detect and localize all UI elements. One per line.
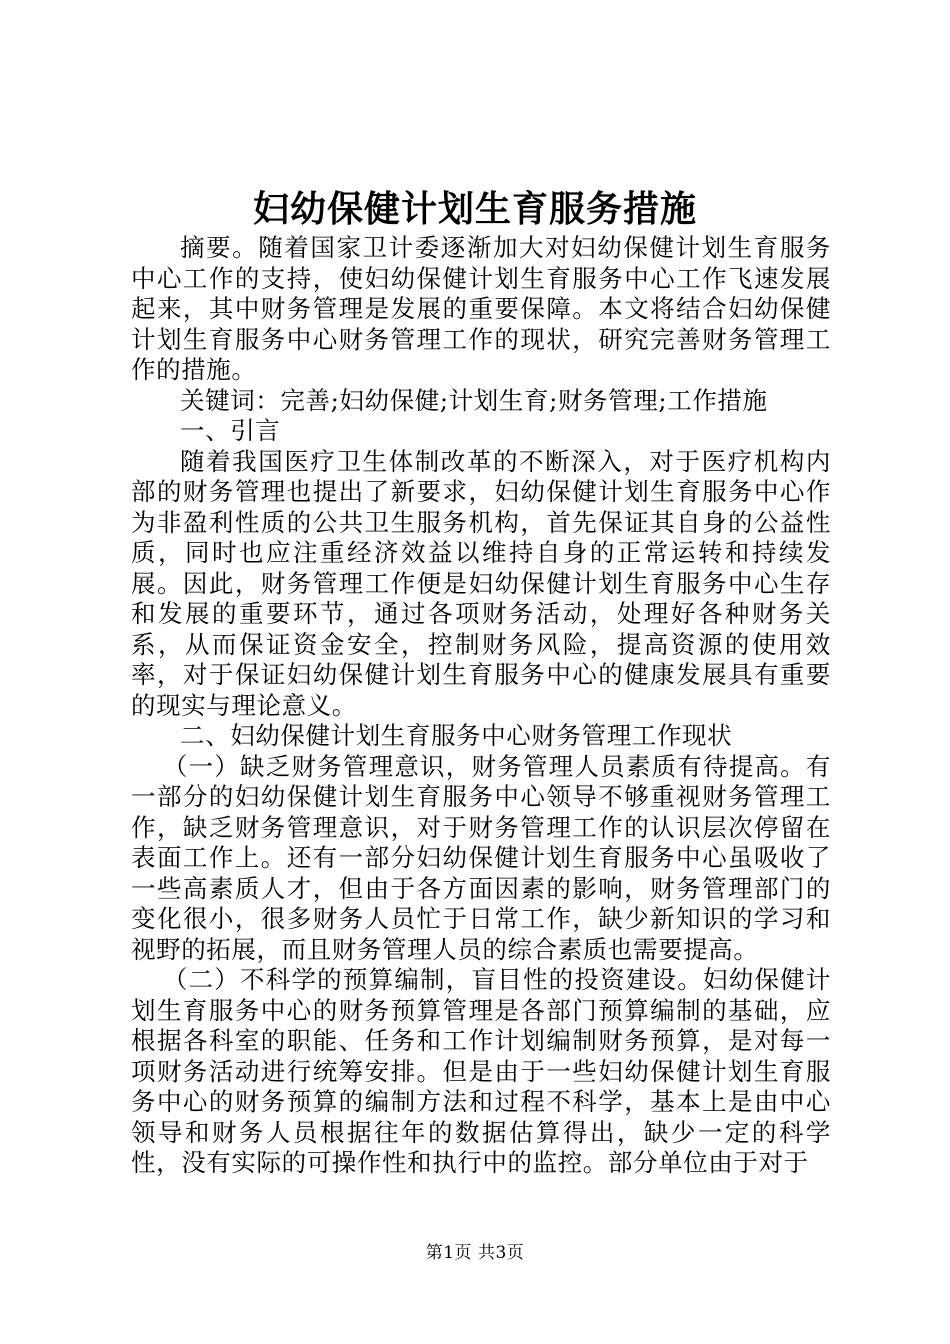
status-paragraph-1: （一）缺乏财务管理意识，财务管理人员素质有待提高。有一部分的妇幼保健计划生育服务中心领导不够重视财务管理工作，缺乏财务管理意识，对于财务管理工作的认识层次停留在表面工作上。还有一部分妇幼保健计划生育服务中心虽吸收了一些高素质人才，但由于各方面因素的影响，财务管理部门的变化很小，很多财务人员忙于日常工作，缺少新知识的学习和视野的拓展，而且财务管理人员的综合素质也需要提高。 — [131, 751, 831, 964]
keywords-paragraph: 关键词：完善;妇幼保健;计划生育;财务管理;工作措施 — [180, 385, 768, 415]
section-heading-status: 二、妇幼保健计划生育服务中心财务管理工作现状 — [180, 721, 733, 750]
abstract-paragraph: 摘要。随着国家卫计委逐渐加大对妇幼保健计划生育服务中心工作的支持，使妇幼保健计划生育服务中心工作飞速发展起来，其中财务管理是发展的重要保障。本文将结合妇幼保健计划生育服务中心财务管理工作的现状，研究完善财务管理工作的措施。 — [131, 233, 831, 384]
page-number-footer: 第1页 共3页 — [425, 1243, 525, 1263]
introduction-paragraph: 随着我国医疗卫生体制改革的不断深入，对于医疗机构内部的财务管理也提出了新要求，妇幼保健计划生育服务中心作为非盈利性质的公共卫生服务机构，首先保证其自身的公益性质，同时也应注重经济效益以维持自身的正常运转和持续发展。因此，财务管理工作便是妇幼保健计划生育服务中心生存和发展的重要环节，通过各项财务活动，处理好各种财务关系，从而保证资金安全，控制财务风险，提高资源的使用效率，对于保证妇幼保健计划生育服务中心的健康发展具有重要的现实与理论意义。 — [131, 446, 831, 720]
status-paragraph-2: （二）不科学的预算编制，盲目性的投资建设。妇幼保健计划生育服务中心的财务预算管理是各部门预算编制的基础，应根据各科室的职能、任务和工作计划编制财务预算，是对每一项财务活动进行统筹安排。但是由于一些妇幼保健计划生育服务中心的财务预算的编制方法和过程不科学，基本上是由中心领导和财务人员根据往年的数据估算得出，缺少一定的科学性，没有实际的可操作性和执行中的监控。部分单位由于对于 — [131, 965, 831, 1177]
document-body — [131, 233, 831, 1179]
section-heading-introduction: 一、引言 — [180, 416, 281, 445]
document-title: 妇幼保健计划生育服务措施 — [252, 188, 697, 230]
